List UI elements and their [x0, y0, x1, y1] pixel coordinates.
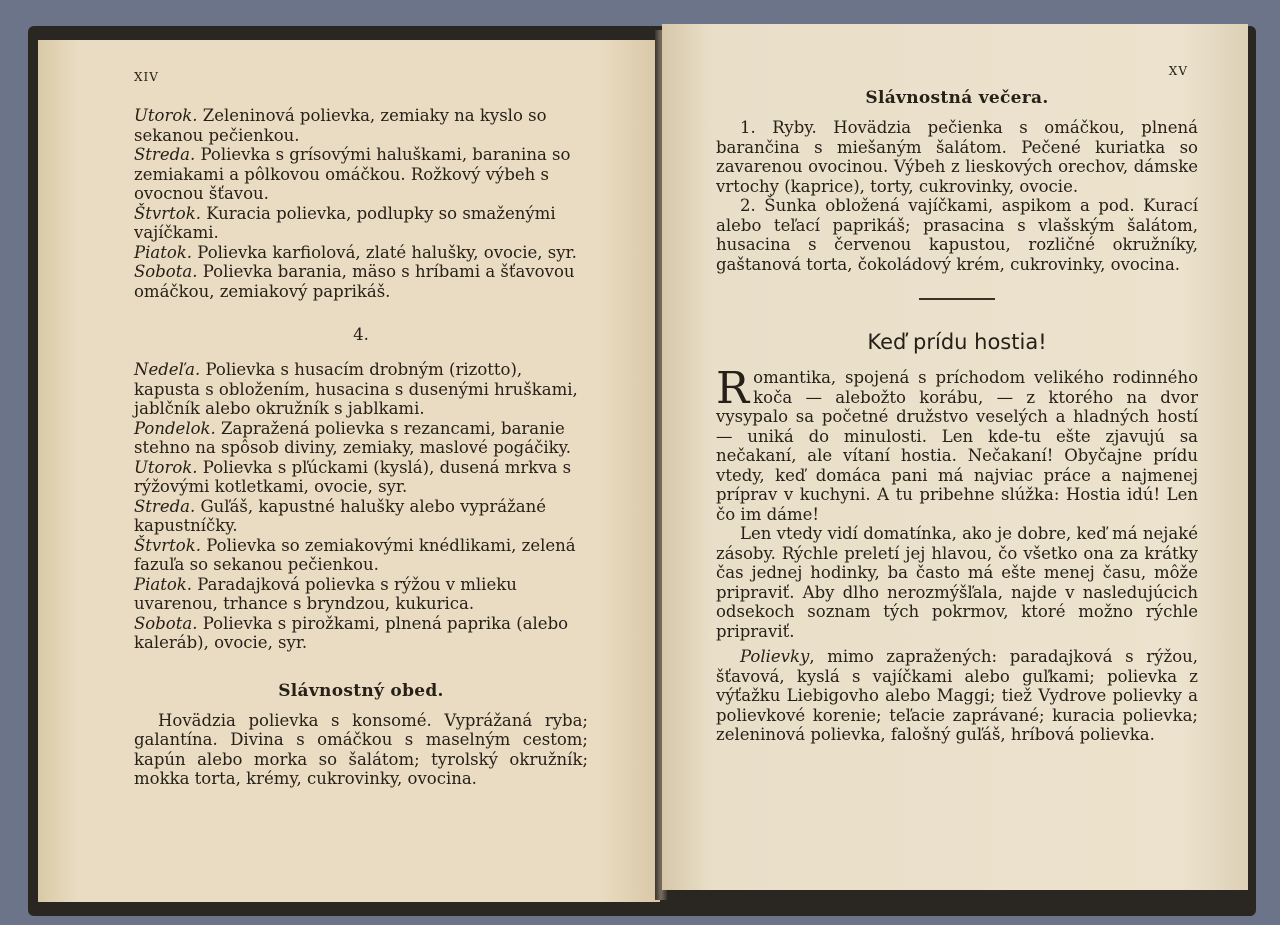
menu-text: Kuracia polievka, podlupky so smaženými vajíčkami.: [134, 203, 556, 242]
menu-text: Polievka s husacím drobným (rizotto), kapusta s obložením, husacina s dusenými hruškami, jablčník alebo okružník s jablkami.: [134, 360, 578, 418]
day-name: Streda.: [134, 145, 196, 164]
hostia-paragraph-1: [716, 363, 1198, 524]
menu-text: Polievka so zemiakovými knédlikami, zelená fazuľa so sekanou pečienkou.: [134, 535, 576, 574]
obed-paragraph: Hovädzia polievka s konsomé. Vyprážaná ryba; galantína. Divina s omáčkou s maselným cestom; kapún alebo morka so šalátom; tyrolský okružník; mokka torta, krémy, cukrovinky, ovocina.: [134, 710, 588, 788]
day-name: Piatok.: [134, 574, 193, 594]
menu-text: Zeleninová polievka, zemiaky na kyslo so sekanou pečienkou.: [134, 106, 547, 145]
menu-week-3: [134, 106, 588, 301]
drop-cap: R: [716, 363, 750, 414]
day-name: Piatok.: [134, 242, 193, 262]
menu-entry: [134, 204, 588, 243]
hostia-paragraph-1-text: omantika, spojená s príchodom velikého rodinného koča — alebožto korábu, — z ktorého na dvor vysypalo sa početné družstvo veselých a hladných hostí — uniká do minulosti. Len kde-tu ešte zjavujú sa nečakaní, ale vítaní hostia. Nečakaní! Obyčajne prídu vtedy, keď domáca pani má najviac práce a najmenej príprav v kuchyni. A tu pribehne slúžka: Hostia idú! Len čo im dáme!: [716, 368, 1198, 524]
page-number-left: XIV: [134, 70, 159, 84]
polievky-label: Polievky: [740, 647, 810, 666]
day-name: Štvrtok.: [134, 535, 201, 555]
menu-entry: [134, 360, 588, 419]
menu-text: Polievka s grísovými haluškami, baranina so zemiakami a pôlkovou omáčkou. Rožkový výbeh s ovocnou šťavou.: [134, 145, 571, 203]
menu-text: Polievka s pirožkami, plnená paprika (alebo kaleráb), ovocie, syr.: [134, 613, 569, 652]
section-heading-obed: Slávnostný obed.: [278, 680, 444, 701]
polievky-paragraph: [716, 647, 1198, 745]
day-name: Sobota.: [134, 613, 198, 633]
menu-text: Guľáš, kapustné halušky alebo vyprážané kapustníčky.: [134, 496, 546, 535]
menu-entry: [134, 458, 588, 497]
menu-entry: [134, 536, 588, 575]
day-name: Pondelok.: [134, 418, 216, 438]
vecera-paragraph-2: 2. Šunka obložená vajíčkami, aspikom a pod. Kurací alebo teľací paprikáš; prasacina s vlašským šalátom, husacina s červenou kapustou, rozličné okružníky, gaštanová torta, čokoládový krém, cukrovinky, ovocina.: [716, 196, 1198, 274]
day-name: Utorok.: [134, 457, 198, 477]
hostia-paragraph-2: Len vtedy vidí domatínka, ako je dobre, keď má nejaké zásoby. Rýchle preletí jej hlavou, čo všetko ona za krátky čas jednej hodinky, ba často má ešte menej času, môže pripraviť. Aby dlho nerozmýšľala, najde v nasledujúcich odsekoch soznam tých pokrmov, ktoré možno rýchle pripraviť.: [716, 524, 1198, 641]
menu-entry: [134, 262, 588, 301]
section-divider: [919, 298, 995, 300]
menu-week-4: [134, 360, 588, 653]
menu-text: Polievka karfiolová, zlaté halušky, ovocie, syr.: [197, 242, 577, 262]
day-name: Sobota.: [134, 262, 198, 281]
page-number-right: XV: [1168, 64, 1188, 78]
chapter-heading: Keď prídu hostia!: [867, 330, 1047, 354]
menu-text: Zapražená polievka s rezancami, baranie stehno na spôsob diviny, zemiaky, maslové pogáčiky.: [134, 418, 571, 457]
vecera-paragraph-1: 1. Ryby. Hovädzia pečienka s omáčkou, plnená barančina s miešaným šalátom. Pečené kuriatka so zavarenou ovocinou. Výbeh z lieskových orechov, dámske vrtochy (kaprice), torty, cukrovinky, ovocie.: [716, 118, 1198, 196]
right-page: [662, 24, 1248, 890]
section-number: 4.: [353, 325, 369, 344]
menu-text: Polievka barania, mäso s hríbami a šťavovou omáčkou, zemiakový paprikáš.: [134, 262, 575, 301]
polievky-text: , mimo zapražených: paradajková s rýžou, šťavová, kyslá s vajíčkami alebo guľkami; polievka z výťažku Liebigovho alebo Maggi; tiež Vydrove polievky a polievkové korenie; teľacie zaprávané; kuracia polievka; zeleninová polievka, falošný guľáš, hríbová polievka.: [716, 647, 1198, 744]
menu-entry: [134, 145, 588, 204]
day-name: Streda.: [134, 496, 196, 516]
menu-entry: [134, 243, 588, 263]
menu-text: Paradajková polievka s rýžou v mlieku uvarenou, trhance s bryndzou, kukurica.: [134, 574, 517, 613]
menu-entry: [134, 106, 588, 145]
day-name: Štvrtok.: [134, 203, 201, 223]
menu-entry: [134, 614, 588, 653]
day-name: Nedeľa.: [134, 360, 201, 379]
menu-entry: [134, 497, 588, 536]
section-heading-vecera: Slávnostná večera.: [865, 88, 1049, 108]
menu-entry: [134, 575, 588, 614]
left-page: [38, 40, 660, 902]
day-name: Utorok.: [134, 106, 198, 125]
menu-text: Polievka s pľúckami (kyslá), dusená mrkva s rýžovými kotletkami, ovocie, syr.: [134, 457, 572, 496]
menu-entry: [134, 419, 588, 458]
